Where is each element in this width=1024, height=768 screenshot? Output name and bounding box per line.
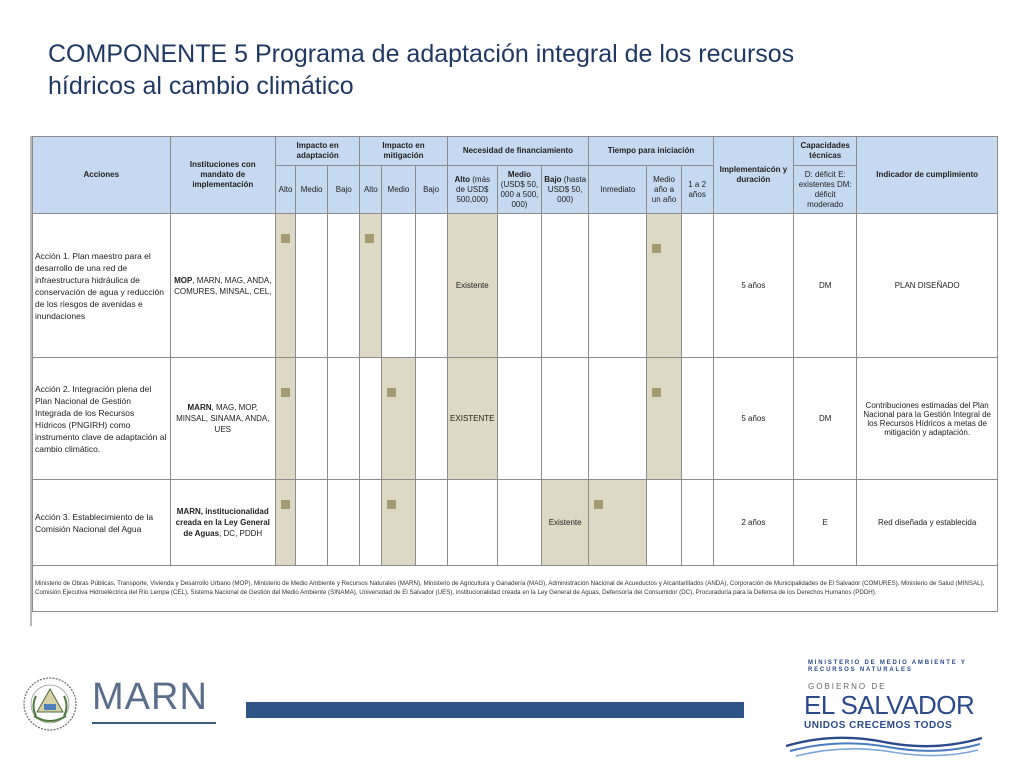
header-impacto-mitigacion: Impacto en mitigación bbox=[360, 137, 447, 166]
table-row bbox=[33, 480, 998, 566]
waves-icon bbox=[784, 732, 984, 758]
gobierno-el-salvador-logo bbox=[784, 658, 984, 758]
header-indicador: Indicador de cumplimiento bbox=[857, 137, 998, 214]
header-medio-anio: Medio año a un año bbox=[647, 166, 681, 214]
tagline-label: UNIDOS CRECEMOS TODOS bbox=[804, 720, 953, 731]
component-table bbox=[32, 136, 998, 612]
header-adapt-medio: Medio bbox=[296, 166, 328, 214]
mitig-medio-mark bbox=[382, 480, 415, 566]
adapt-alto-mark bbox=[275, 358, 295, 480]
mitig-bajo-cell bbox=[415, 358, 447, 480]
medio-anio-mark bbox=[647, 214, 681, 358]
fin-medio-cell bbox=[497, 480, 541, 566]
mitig-medio-cell bbox=[382, 214, 415, 358]
capacidad-cell: DM bbox=[794, 214, 857, 358]
table-row bbox=[33, 358, 998, 480]
instituciones-cell: MARN, institucionalidad creada en la Ley General de Aguas, DC, PDDH bbox=[170, 480, 275, 566]
header-financiamiento: Necesidad de financiamiento bbox=[447, 137, 589, 166]
mitig-medio-mark bbox=[382, 358, 415, 480]
component-table-container bbox=[30, 136, 998, 626]
adapt-medio-cell bbox=[296, 358, 328, 480]
inmediato-mark bbox=[589, 480, 647, 566]
header-fin-medio: Medio (USD$ 50, 000 a 500, 000) bbox=[497, 166, 541, 214]
duracion-cell: 2 años bbox=[713, 480, 793, 566]
accion-cell: Acción 3. Establecimiento de la Comisión Nacional del Agua bbox=[33, 480, 171, 566]
header-fin-alto: Alto (más de USD$ 500,000) bbox=[447, 166, 497, 214]
header-mitig-bajo: Bajo bbox=[415, 166, 447, 214]
institution-footnote: Ministerio de Obras Públicas, Transporte, Vivienda y Desarrollo Urbano (MOP), Ministerio de Medio Ambiente y Recursos Naturales (MARN), Ministerio de Agricultura y Ganadería (MAG), Administración Nacional de Acueductos y Alcantarillados (ANDA), Corporación de Municipalidades de El Salvador (COMURES), Ministerio de Salud (MINSAL), Comisión Ejecutiva Hidroeléctrica del Río Lempa (CEL), Sistema Nacional de Gestión del Medio Ambiente (SINAMA), Universidad de El Salvador (UES), institucionalidad creada en la Ley General de Aguas, Defensoría del Consumidor (DC), Procuraduría para la Defensa de los Derechos Humanos (PDDH). bbox=[33, 566, 998, 612]
indicador-cell: Contribuciones estimadas del Plan Nacional para la Gestión Integral de los Recursos Hídricos a metas de mitigación y adaptación. bbox=[857, 358, 998, 480]
duracion-cell: 5 años bbox=[713, 358, 793, 480]
adapt-alto-mark bbox=[275, 214, 295, 358]
accion-cell: Acción 2. Integración plena del Plan Nacional de Gestión Integrada de los Recursos Hídricos (PNGIRH) como instrumento clave de adaptación al cambio climático. bbox=[33, 358, 171, 480]
instituciones-cell: MARN, MAG, MOP, MINSAL, SINAMA, ANDA, UES bbox=[170, 358, 275, 480]
header-tiempo-iniciacion: Tiempo para iniciación bbox=[589, 137, 713, 166]
header-fin-bajo: Bajo (hasta USD$ 50, 000) bbox=[542, 166, 589, 214]
fin-bajo-cell bbox=[542, 358, 589, 480]
uno-dos-cell bbox=[681, 358, 713, 480]
header-acciones: Acciones bbox=[33, 137, 171, 214]
el-salvador-label: EL SALVADOR bbox=[804, 690, 975, 720]
header-inmediato: Inmediato bbox=[589, 166, 647, 214]
fin-alto-cell: EXISTENTE bbox=[447, 358, 497, 480]
medio-anio-cell bbox=[647, 480, 681, 566]
uno-dos-cell bbox=[681, 480, 713, 566]
gobierno-de-label: GOBIERNO DE bbox=[808, 682, 887, 691]
fin-medio-cell bbox=[497, 358, 541, 480]
mitig-alto-cell bbox=[360, 480, 382, 566]
capacidad-cell: DM bbox=[794, 358, 857, 480]
fin-medio-cell bbox=[497, 214, 541, 358]
fin-alto-cell: Existente bbox=[447, 214, 497, 358]
inmediato-cell bbox=[589, 214, 647, 358]
header-instituciones: Instituciones con mandato de implementación bbox=[170, 137, 275, 214]
adapt-medio-cell bbox=[296, 480, 328, 566]
adapt-medio-cell bbox=[296, 214, 328, 358]
footer-divider-bar bbox=[246, 702, 744, 718]
mitig-bajo-cell bbox=[415, 214, 447, 358]
header-impacto-adaptacion: Impacto en adaptación bbox=[275, 137, 359, 166]
table-row bbox=[33, 214, 998, 358]
adapt-bajo-cell bbox=[328, 480, 360, 566]
duracion-cell: 5 años bbox=[713, 214, 793, 358]
header-adapt-bajo: Bajo bbox=[328, 166, 360, 214]
instituciones-cell: MOP, MARN, MAG, ANDA, COMURES, MINSAL, CEL, bbox=[170, 214, 275, 358]
medio-anio-mark bbox=[647, 358, 681, 480]
fin-alto-cell bbox=[447, 480, 497, 566]
marn-logo-underline bbox=[92, 722, 216, 724]
header-capacidades-legend: D: déficit E: existentes DM: déficit moderado bbox=[794, 166, 857, 214]
indicador-cell: Red diseñada y establecida bbox=[857, 480, 998, 566]
header-implementacion: Implementaicón y duración bbox=[713, 137, 793, 214]
fin-bajo-cell: Existente bbox=[542, 480, 589, 566]
header-adapt-alto: Alto bbox=[275, 166, 295, 214]
fin-bajo-cell bbox=[542, 214, 589, 358]
adapt-alto-mark bbox=[275, 480, 295, 566]
mitig-alto-cell bbox=[360, 358, 382, 480]
slide-title-line-2: hídricos al cambio climático bbox=[48, 72, 354, 100]
slide-title bbox=[48, 38, 948, 102]
indicador-cell: PLAN DISEÑADO bbox=[857, 214, 998, 358]
header-mitig-alto: Alto bbox=[360, 166, 382, 214]
mitig-alto-mark bbox=[360, 214, 382, 358]
ministerio-label: MINISTERIO DE MEDIO AMBIENTE Y RECURSOS NATURALES bbox=[808, 660, 967, 673]
accion-cell: Acción 1. Plan maestro para el desarrollo de una red de infraestructura hidráulica de conservación de agua y reducción de los riesgos de avenidas e inundaciones bbox=[33, 214, 171, 358]
marn-logo: MARN bbox=[92, 676, 208, 718]
footnote-row bbox=[33, 566, 998, 612]
header-capacidades: Capacidades técnicas bbox=[794, 137, 857, 166]
el-salvador-coat-of-arms-icon bbox=[22, 676, 78, 732]
adapt-bajo-cell bbox=[328, 358, 360, 480]
header-mitig-medio: Medio bbox=[382, 166, 415, 214]
capacidad-cell: E bbox=[794, 480, 857, 566]
header-uno-dos-anios: 1 a 2 años bbox=[681, 166, 713, 214]
uno-dos-cell bbox=[681, 214, 713, 358]
adapt-bajo-cell bbox=[328, 214, 360, 358]
slide-title-line-1: COMPONENTE 5 Programa de adaptación integral de los recursos bbox=[48, 40, 795, 68]
mitig-bajo-cell bbox=[415, 480, 447, 566]
inmediato-cell bbox=[589, 358, 647, 480]
